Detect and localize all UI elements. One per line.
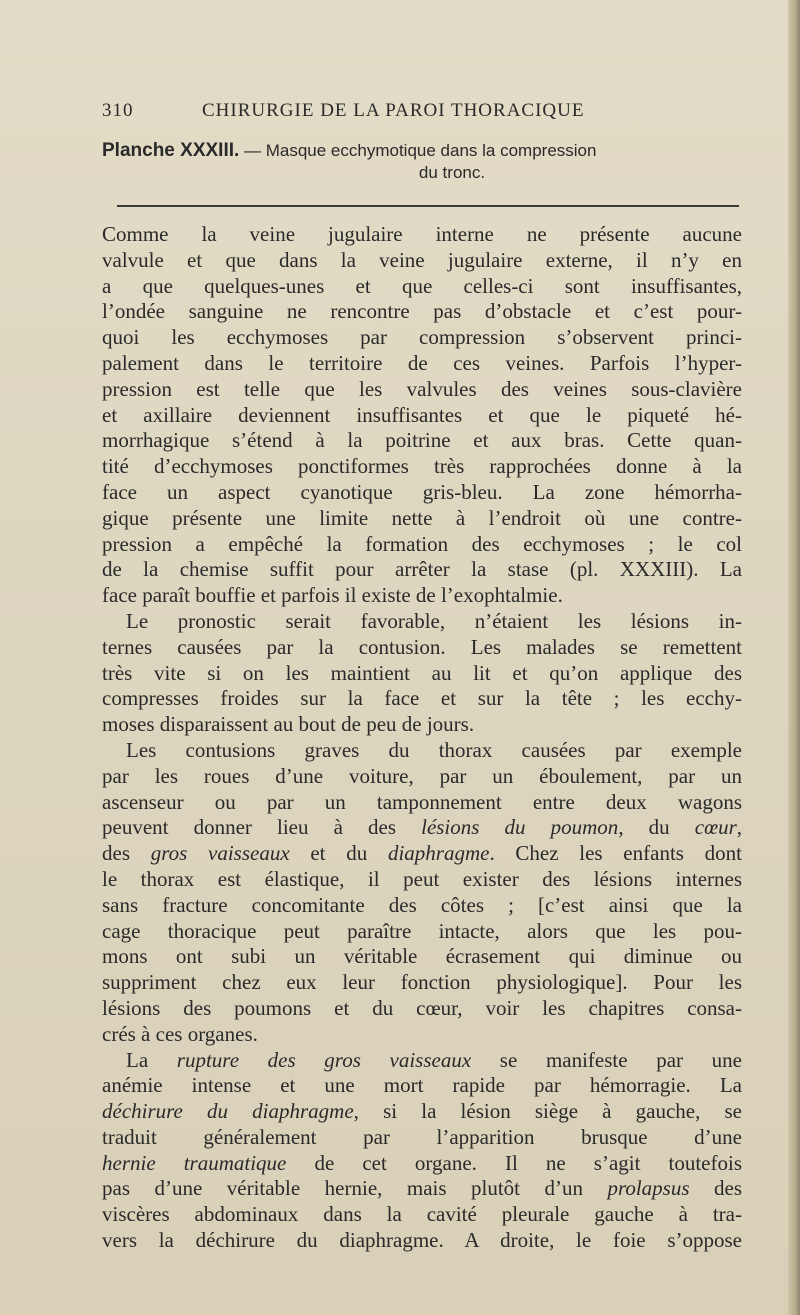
text-line	[102, 403, 742, 429]
text-span: lésions des poumons et du cœur, voir les chapitres consa-	[102, 995, 742, 1020]
italic-span: rupture des gros vaisseaux	[176, 1047, 472, 1072]
text-span: et axillaire deviennent insuffisantes et que le piqueté hé-	[102, 402, 742, 427]
caption-dash: —	[239, 141, 266, 160]
text-line	[102, 686, 742, 712]
text-span: par les roues d’une voiture, par un éboulement, par un	[102, 763, 742, 788]
text-span: compresses froides sur la face et sur la tête ; les ecchy-	[102, 686, 742, 711]
horizontal-rule	[117, 205, 739, 207]
text-span: Comme la veine jugulaire interne ne présente aucune	[102, 222, 742, 246]
italic-span: cœur	[694, 815, 737, 840]
text-span: pression a empêché la formation des ecchymoses ; le col	[102, 531, 742, 556]
text-span: ,	[736, 815, 743, 840]
text-span: moses disparaissent au bout de peu de jours.	[102, 712, 475, 737]
text-span: valvule et que dans la veine jugulaire externe, il n’y en	[102, 247, 742, 272]
text-line	[102, 506, 742, 532]
text-line	[102, 274, 742, 300]
text-span: très vite si on les maintient au lit et qu’on applique des	[102, 660, 742, 685]
text-line	[102, 738, 742, 764]
text-span: des	[689, 1176, 742, 1201]
text-span: pas d’une véritable hernie, mais plutôt d’un	[102, 1176, 608, 1201]
text-span: , du	[618, 815, 695, 840]
text-line	[102, 996, 742, 1022]
text-line	[102, 222, 742, 248]
text-line	[102, 712, 742, 738]
text-line	[102, 377, 742, 403]
text-line	[102, 325, 742, 351]
text-line	[102, 1228, 742, 1254]
text-span: peuvent donner lieu à des	[102, 815, 422, 840]
text-span: face paraît bouffie et parfois il existe de l’exophtalmie.	[102, 583, 563, 608]
text-span: tité d’ecchymoses ponctiformes très rapprochées donne à la	[102, 454, 742, 479]
text-line	[102, 1073, 742, 1099]
caption-line-1: Masque ecchymotique dans la compression	[265, 141, 597, 160]
text-span: traduit généralement par l’apparition brusque d’une	[102, 1124, 742, 1149]
text-line	[102, 428, 742, 454]
text-span: quoi les ecchymoses par compression s’observent princi-	[102, 325, 742, 350]
text-span: La	[126, 1047, 177, 1072]
text-line	[102, 1022, 742, 1048]
text-line	[102, 1202, 742, 1228]
text-line	[102, 790, 742, 816]
text-span: de la chemise suffit pour arrêter la stase (pl. XXXIII). La	[102, 557, 742, 582]
text-span: viscères abdominaux dans la cavité pleurale gauche à tra-	[102, 1202, 742, 1227]
text-line	[102, 1125, 742, 1151]
italic-span: prolapsus	[607, 1176, 690, 1201]
text-span: sans fracture concomitante des côtes ; [c’est ainsi que la	[102, 892, 742, 917]
text-span: pression est telle que les valvules des veines sous-clavière	[102, 376, 742, 401]
text-line	[102, 919, 742, 945]
text-line	[102, 841, 742, 867]
text-line	[102, 480, 742, 506]
text-line	[102, 893, 742, 919]
text-span: suppriment chez eux leur fonction physiologique]. Pour les	[102, 970, 742, 995]
text-line	[102, 557, 742, 583]
italic-span: gros vaisseaux	[150, 841, 290, 866]
text-span: le thorax est élastique, il peut exister des lésions internes	[102, 866, 742, 891]
text-line	[102, 944, 742, 970]
text-line	[102, 454, 742, 480]
text-span: Les contusions graves du thorax causées par exemple	[126, 737, 742, 762]
text-line	[102, 764, 742, 790]
text-line	[102, 1099, 742, 1125]
italic-span: hernie traumatique	[102, 1150, 287, 1175]
text-line	[102, 867, 742, 893]
text-span: Le pronostic serait favorable, n’étaient les lésions in-	[126, 608, 742, 633]
caption-line-2: du tronc.	[418, 163, 486, 182]
text-span: gique présente une limite nette à l’endroit où une contre-	[102, 505, 742, 530]
text-line	[102, 661, 742, 687]
text-line	[102, 970, 742, 996]
italic-span: diaphragme	[387, 841, 490, 866]
text-span: palement dans le territoire de ces veines. Parfois l’hyper-	[102, 350, 742, 375]
text-line	[102, 1151, 742, 1177]
text-span: a que quelques-unes et que celles-ci sont insuffisantes,	[102, 273, 742, 298]
text-line	[102, 815, 742, 841]
text-line	[102, 1048, 742, 1074]
text-line	[102, 299, 742, 325]
text-line	[102, 635, 742, 661]
text-span: l’ondée sanguine ne rencontre pas d’obstacle et c’est pour-	[102, 299, 742, 324]
plate-caption	[102, 140, 742, 184]
text-span: ternes causées par la contusion. Les malades se remettent	[102, 634, 742, 659]
text-span: vers la déchirure du diaphragme. A droite, le foie s’oppose	[102, 1228, 742, 1253]
text-span: morrhagique s’étend à la poitrine et aux bras. Cette quan-	[102, 428, 742, 453]
plate-label: Planche XXXIII.	[102, 140, 240, 161]
running-header	[102, 96, 742, 128]
page-number: 310	[102, 100, 134, 121]
text-span: mons ont subi un véritable écrasement qui diminue ou	[102, 944, 742, 969]
running-title: CHIRURGIE DE LA PAROI THORACIQUE	[202, 100, 585, 121]
text-line	[102, 248, 742, 274]
text-span: . Chez les enfants dont	[489, 841, 742, 866]
text-span: se manifeste par une	[471, 1047, 742, 1072]
page-edge	[788, 0, 800, 1315]
text-span: et du	[289, 841, 388, 866]
italic-span: lésions du poumon	[421, 815, 619, 840]
text-span: crés à ces organes.	[102, 1021, 258, 1046]
text-span: des	[102, 841, 151, 866]
text-line	[102, 532, 742, 558]
text-span: , si la lésion siège à gauche, se	[353, 1099, 743, 1124]
text-span: de cet organe. Il ne s’agit toutefois	[286, 1150, 742, 1175]
text-line	[102, 583, 742, 609]
body-text	[102, 222, 742, 1254]
text-line	[102, 351, 742, 377]
italic-span: déchirure du diaphragme	[102, 1099, 354, 1124]
text-span: anémie intense et une mort rapide par hémorragie. La	[102, 1073, 742, 1098]
text-line	[102, 1176, 742, 1202]
text-span: cage thoracique peut paraître intacte, alors que les pou-	[102, 918, 742, 943]
text-span: face un aspect cyanotique gris-bleu. La zone hémorrha-	[102, 479, 742, 504]
text-line	[102, 609, 742, 635]
text-span: ascenseur ou par un tamponnement entre deux wagons	[102, 789, 742, 814]
